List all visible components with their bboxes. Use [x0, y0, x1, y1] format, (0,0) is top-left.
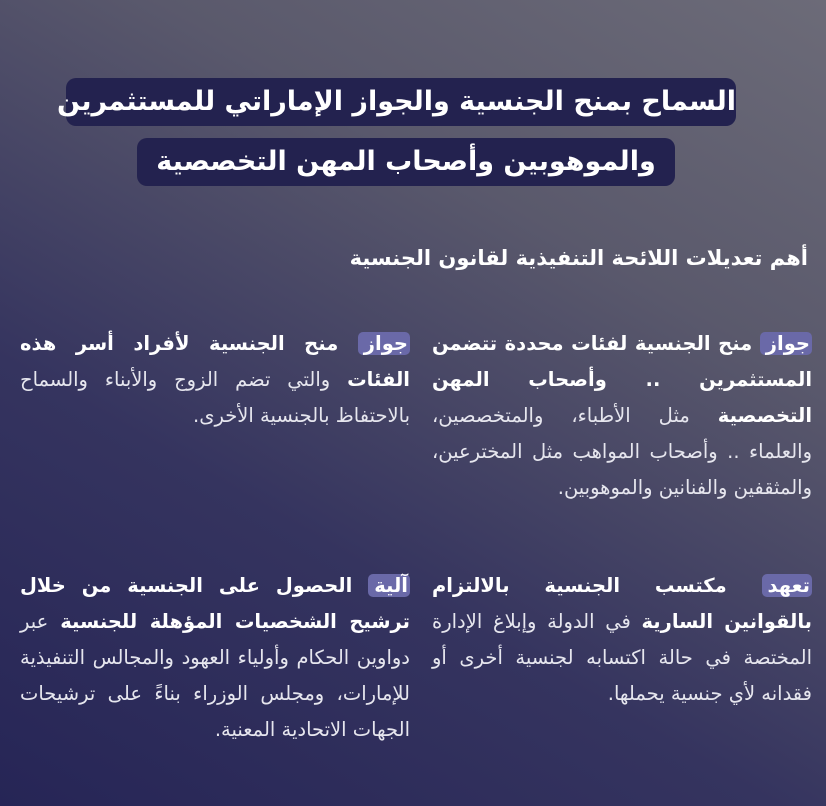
highlight-word: آلية: [368, 574, 410, 597]
body-text: والتي تضم الزوج والأبناء والسماح بالاحتفاظ بالجنسية الأخرى.: [20, 368, 410, 427]
bold-text: الحصول على الجنسية من خلال ترشيح الشخصيات المؤهلة للجنسية: [20, 574, 410, 633]
amendment-card-commitment: [432, 568, 812, 712]
highlight-word: تعهد: [762, 574, 812, 597]
title-line-1: السماح بمنح الجنسية والجواز الإماراتي للمستثمرين: [66, 78, 736, 126]
amendment-card-nomination-mechanism: [20, 568, 410, 748]
bold-text: منح الجنسية لفئات محددة تتضمن المستثمرين .. وأصحاب المهن التخصصية: [432, 332, 812, 427]
amendment-card-family-members: [20, 326, 410, 434]
bold-text: مكتسب الجنسية بالالتزام بالقوانين السارية: [432, 574, 812, 633]
bold-text: منح الجنسية لأفراد أسر هذه الفئات: [20, 332, 410, 391]
highlight-word: جواز: [760, 332, 812, 355]
highlight-word: جواز: [358, 332, 410, 355]
body-text: عبر دواوين الحكام وأولياء العهود والمجالس التنفيذية للإمارات، ومجلس الوزراء بناءً على ترشيحات الجهات الاتحادية المعنية.: [20, 610, 410, 741]
title-line-2: والموهوبين وأصحاب المهن التخصصية: [137, 138, 675, 186]
amendment-card-specific-categories: [432, 326, 812, 506]
body-text: في الدولة وإبلاغ الإدارة المختصة في حالة اكتسابه لجنسية أخرى أو فقدانه لأي جنسية يحملها.: [432, 610, 812, 705]
body-text: مثل الأطباء، والمتخصصين، والعلماء .. وأصحاب المواهب مثل المخترعين، والمثقفين والفنانين والموهوبين.: [432, 404, 812, 499]
section-subtitle: أهم تعديلات اللائحة التنفيذية لقانون الجنسية: [349, 246, 808, 270]
